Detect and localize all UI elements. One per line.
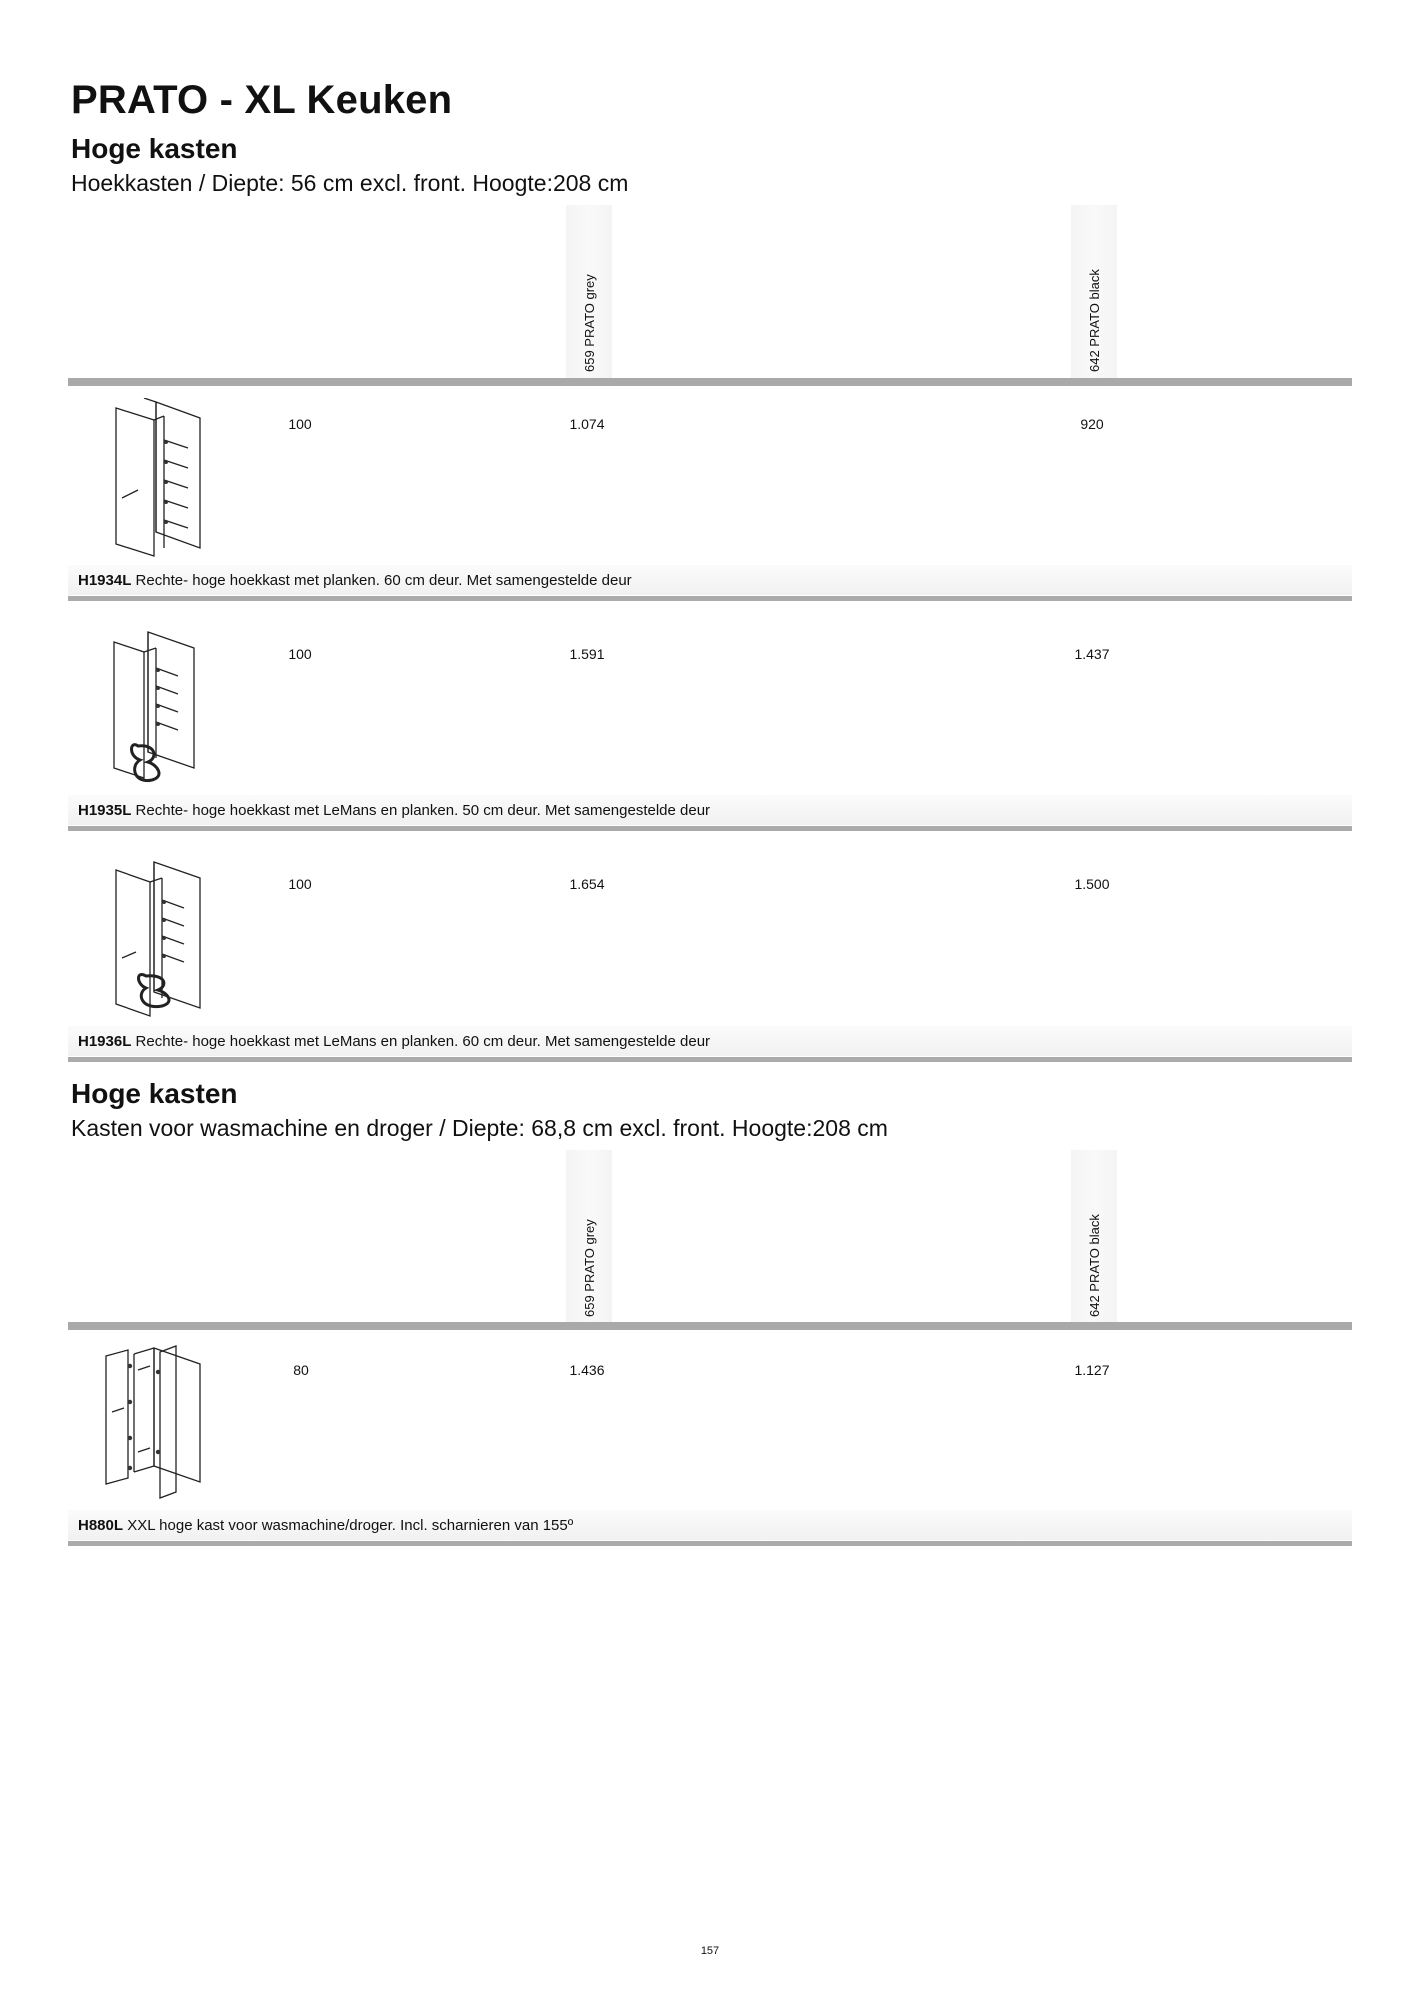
corner-cabinet-lemans-illustration	[108, 858, 208, 1018]
row-rule	[68, 826, 1352, 831]
width-value: 100	[288, 646, 312, 662]
item-description	[78, 1033, 710, 1051]
price-black: 1.500	[1074, 876, 1110, 892]
corner-cabinet-shelves-illustration	[108, 398, 208, 558]
item-description	[78, 802, 710, 820]
corner-cabinet-lemans-illustration	[108, 628, 208, 788]
row-rule	[68, 596, 1352, 601]
price-black: 1.127	[1074, 1362, 1110, 1378]
price-grey: 1.074	[569, 416, 605, 432]
page-title: PRATO - XL Keuken	[71, 78, 453, 122]
row-rule	[68, 1541, 1352, 1546]
price-grey: 1.654	[569, 876, 605, 892]
width-value: 100	[288, 876, 312, 892]
column-header-grey: 659 PRATO grey	[582, 274, 597, 372]
column-header-black: 642 PRATO black	[1087, 269, 1102, 372]
section-subheading: Hoekkasten / Diepte: 56 cm excl. front. Hoogte:208 cm	[71, 170, 629, 196]
section-heading: Hoge kasten	[71, 133, 238, 164]
column-header-black: 642 PRATO black	[1087, 1214, 1102, 1317]
header-rule	[68, 1322, 1352, 1330]
item-code: H1934L	[78, 572, 132, 589]
item-code: H1935L	[78, 802, 132, 819]
page-number: 157	[700, 1945, 720, 1957]
washer-dryer-cabinet-illustration	[104, 1342, 204, 1502]
item-description	[78, 572, 632, 590]
item-text: XXL hoge kast voor wasmachine/droger. Incl. scharnieren van 155º	[127, 1517, 574, 1534]
item-code: H880L	[78, 1517, 124, 1534]
item-text: Rechte- hoge hoekkast met LeMans en planken. 50 cm deur. Met samengestelde deur	[135, 802, 711, 819]
column-header-grey: 659 PRATO grey	[582, 1219, 597, 1317]
width-value: 80	[293, 1362, 309, 1378]
price-black: 1.437	[1074, 646, 1110, 662]
price-black: 920	[1080, 416, 1104, 432]
price-grey: 1.591	[569, 646, 605, 662]
item-code: H1936L	[78, 1033, 132, 1050]
section-heading: Hoge kasten	[71, 1078, 238, 1109]
item-text: Rechte- hoge hoekkast met LeMans en planken. 60 cm deur. Met samengestelde deur	[135, 1033, 711, 1050]
item-text: Rechte- hoge hoekkast met planken. 60 cm deur. Met samengestelde deur	[135, 572, 632, 589]
header-rule	[68, 378, 1352, 386]
price-grey: 1.436	[569, 1362, 605, 1378]
width-value: 100	[288, 416, 312, 432]
section-subheading: Kasten voor wasmachine en droger / Diepte: 68,8 cm excl. front. Hoogte:208 cm	[71, 1115, 888, 1141]
item-description	[78, 1517, 573, 1535]
row-rule	[68, 1057, 1352, 1062]
